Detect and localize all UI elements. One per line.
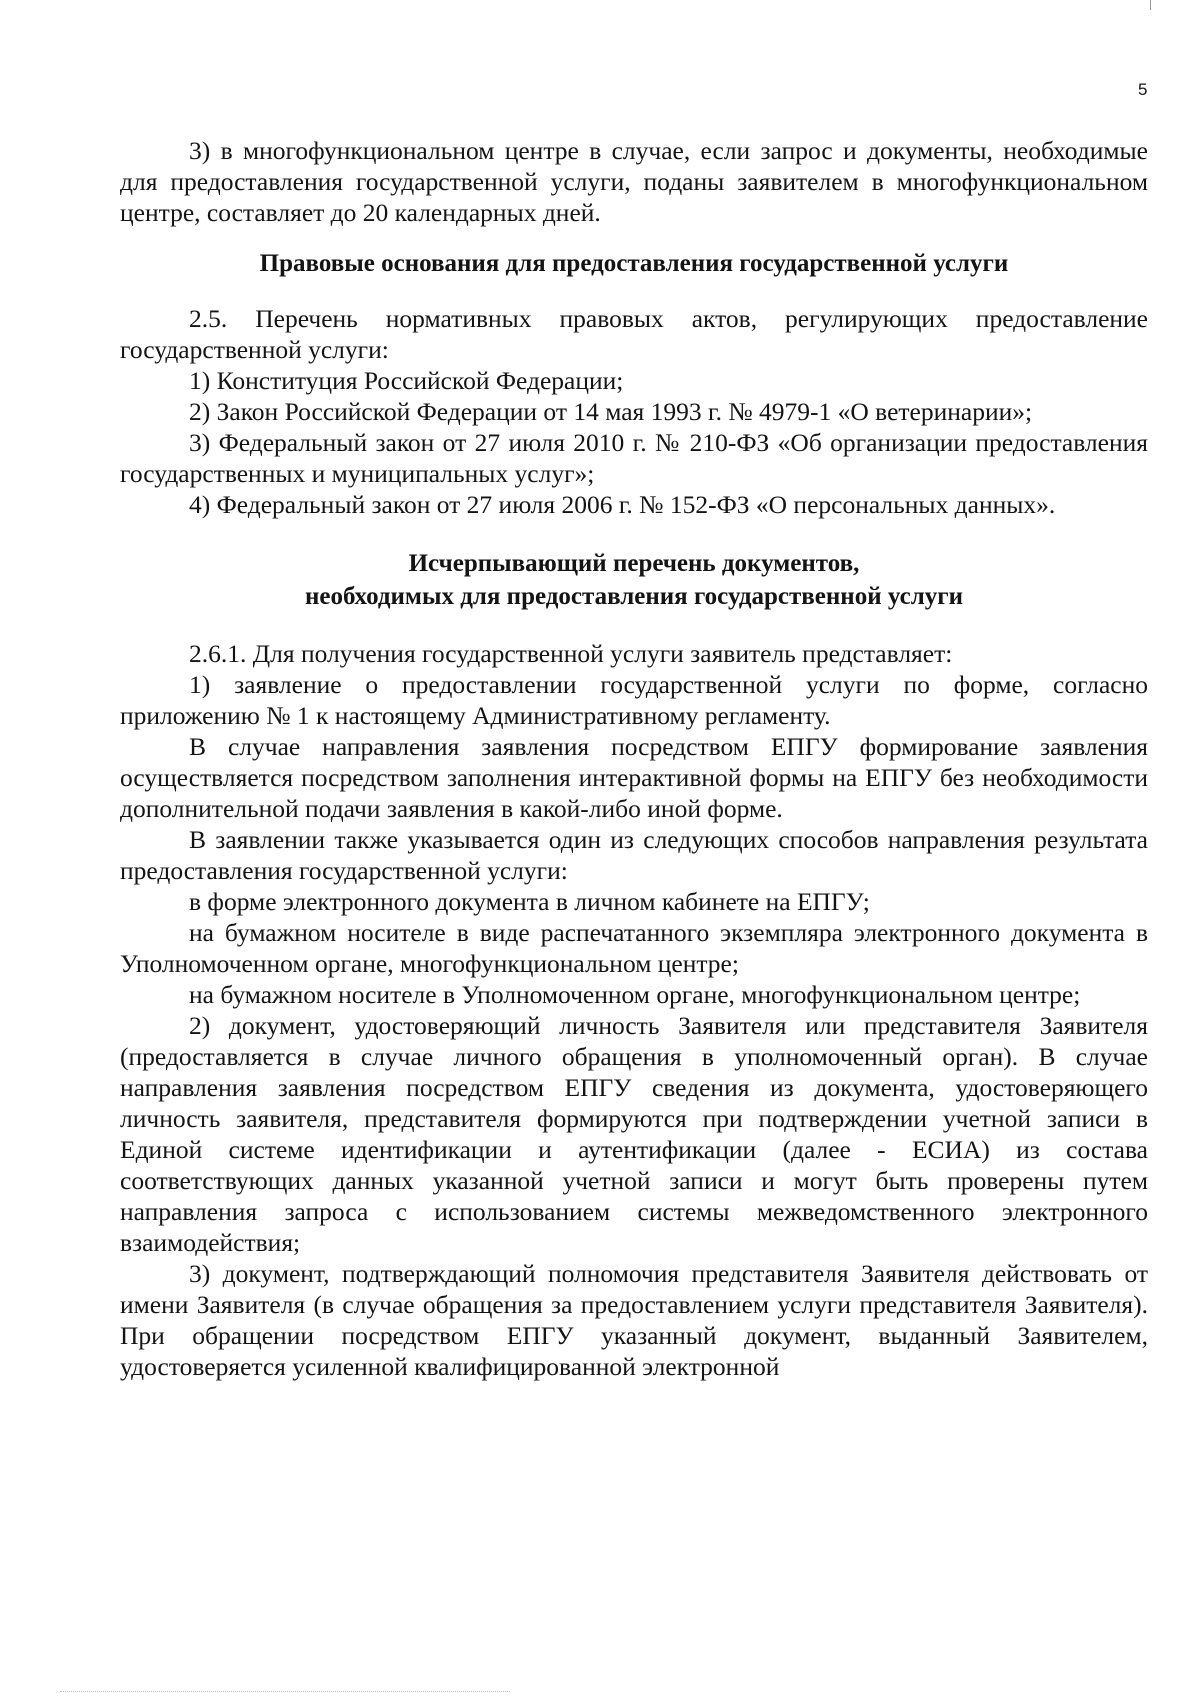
list-item: 1) заявление о предоставлении государственной услуги по форме, согласно приложению № 1 к настоящему Административному регламенту. <box>120 670 1148 730</box>
list-item: на бумажном носителе в Уполномоченном органе, многофункциональном центре; <box>189 980 1081 1009</box>
list-item: 2) Закон Российской Федерации от 14 мая 1993 г. № 4979-1 «О ветеринарии»; <box>189 397 1033 426</box>
paragraph: 2.5. Перечень нормативных правовых актов, регулирующих предоставление государственной услуги: <box>120 304 1148 364</box>
section-heading-line: Исчерпывающий перечень документов, <box>408 550 860 577</box>
list-item: 3) Федеральный закон от 27 июля 2010 г. № 210-ФЗ «Об организации предоставления государственных и муниципальных услуг»; <box>120 428 1148 488</box>
list-item: в форме электронного документа в личном кабинете на ЕПГУ; <box>189 887 870 916</box>
document-body <box>120 135 1148 1382</box>
list-item: 1) Конституция Российской Федерации; <box>189 366 624 395</box>
paragraph: В заявлении также указывается один из следующих способов направления результата предоставления государственной услуги: <box>120 825 1148 885</box>
page-number: 5 <box>1138 80 1148 99</box>
paragraph: 3) в многофункциональном центре в случае, если запрос и документы, необходимые для предоставления государственной услуги, поданы заявителем в многофункциональном центре, составляет до 20 календарных дней. <box>120 136 1148 227</box>
section-heading-line: необходимых для предоставления государственной услуги <box>305 583 963 610</box>
list-item: 2) документ, удостоверяющий личность Заявителя или представителя Заявителя (предоставляется в случае личного обращения в уполномоченный орган). В случае направления заявления посредством ЕПГУ сведения из документа, удостоверяющего личность заявителя, представителя формируются при подтверждении учетной записи в Единой системе идентификации и аутентификации (далее - ЕСИА) из состава соответствующих данных указанной учетной записи и могут быть проверены путем направления запроса с использованием системы межведомственного электронного взаимодействия; <box>120 1011 1148 1257</box>
list-item: на бумажном носителе в виде распечатанного экземпляра электронного документа в Уполномоченном органе, многофункциональном центре; <box>120 918 1148 978</box>
list-item: 3) документ, подтверждающий полномочия представителя Заявителя действовать от имени Заявителя (в случае обращения за предоставлением услуги представителя Заявителя). При обращении посредством ЕПГУ указанный документ, выданный Заявителем, удостоверяется усиленной квалифицированной электронной <box>120 1259 1148 1381</box>
list-item: 4) Федеральный закон от 27 июля 2006 г. № 152-ФЗ «О персональных данных». <box>189 490 1056 519</box>
scan-artifact <box>60 1691 510 1692</box>
paragraph: 2.6.1. Для получения государственной услуги заявитель представляет: <box>189 639 953 668</box>
paragraph: В случае направления заявления посредством ЕПГУ формирование заявления осуществляется посредством заполнения интерактивной формы на ЕПГУ без необходимости дополнительной подачи заявления в какой-либо иной форме. <box>120 732 1148 823</box>
section-heading-documents <box>120 547 1148 613</box>
section-heading-legal-basis: Правовые основания для предоставления государственной услуги <box>259 250 1009 277</box>
scan-edge-mark <box>1150 0 1151 10</box>
